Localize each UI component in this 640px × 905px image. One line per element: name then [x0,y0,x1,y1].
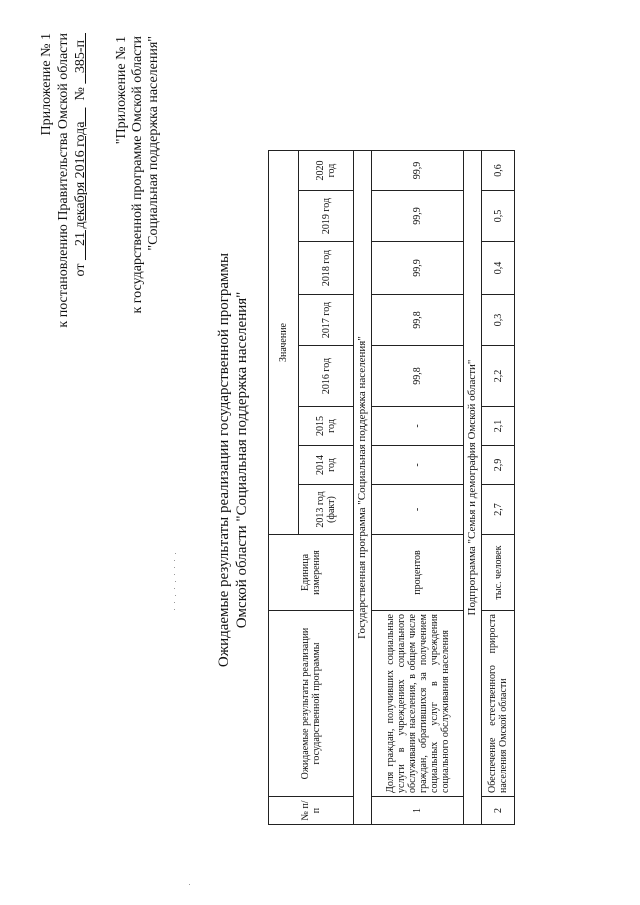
appendix-resolution: к постановлению Правительства Омской области [56,33,71,328]
row-value: 0,6 [482,151,515,191]
row-value: 99,9 [372,191,464,242]
number-value: 385-п [73,40,88,74]
appendix-block [38,33,89,363]
table-row [372,151,464,825]
row-value: 0,3 [482,295,515,346]
document-title [215,70,251,850]
header-year: 2013 год (факт) [299,485,354,535]
program-appendix-line2: к государственной программе Омской области [130,36,145,314]
row-value: 99,8 [372,295,464,346]
header-year: 2015 год [299,407,354,446]
section-subprogram: Подпрограмма "Семья и демография Омской области" [464,151,482,825]
row-unit: процентов [372,535,464,611]
row-text: Доля граждан, получивших социальные услуги в учреждениях социального обслуживания населения, в общем числе граждан, обратившихся за получением социальных услуг в учреждения социального обслуживания населения [372,611,464,797]
row-value: - [372,485,464,535]
header-year: 2014 год [299,446,354,485]
row-value: - [372,446,464,485]
header-year: 2017 год [299,295,354,346]
program-appendix-line3: "Социальная поддержка населения" [146,36,161,251]
header-year: 2016 год [299,346,354,407]
header-unit: Единица измерения [269,535,354,611]
row-value: 99,8 [372,346,464,407]
header-num: № п/п [269,797,354,825]
row-value: 2,1 [482,407,515,446]
row-value: 2,2 [482,346,515,407]
row-unit: тыс. человек [482,535,515,611]
section-row [464,151,482,825]
date-value: 21 декабря 2016 года [73,121,88,247]
header-year: 2020 год [299,151,354,191]
number-label: № [73,87,88,101]
row-text: Обеспечение естественного прироста населения Омской области [482,611,515,797]
table-row [482,151,515,825]
header-year: 2019 год [299,191,354,242]
row-value: 0,5 [482,191,515,242]
appendix-title: Приложение № 1 [39,33,54,136]
row-value: 99,9 [372,242,464,295]
header-results: Ожидаемые результаты реализации государственной программы [269,611,354,797]
results-table [268,150,515,825]
title-line-2: Омской области "Социальная поддержка населения" [234,291,250,629]
row-num: 2 [482,797,515,825]
section-row [354,151,372,825]
row-value: 2,9 [482,446,515,485]
row-value: 0,4 [482,242,515,295]
section-state-program: Государственная программа "Социальная поддержка населения" [354,151,372,825]
header-row-1 [269,151,299,825]
appendix-date-line [72,33,89,363]
title-line-1: Ожидаемые результаты реализации государственной программы [216,252,232,668]
row-value: 2,7 [482,485,515,535]
program-appendix-title: "Приложение № 1 [114,36,129,145]
program-appendix-block [114,36,162,376]
header-year: 2018 год [299,242,354,295]
row-value: - [372,407,464,446]
row-value: 99,9 [372,151,464,191]
row-num: 1 [372,797,464,825]
header-value: Значение [269,151,299,535]
date-prefix: от [73,263,88,277]
